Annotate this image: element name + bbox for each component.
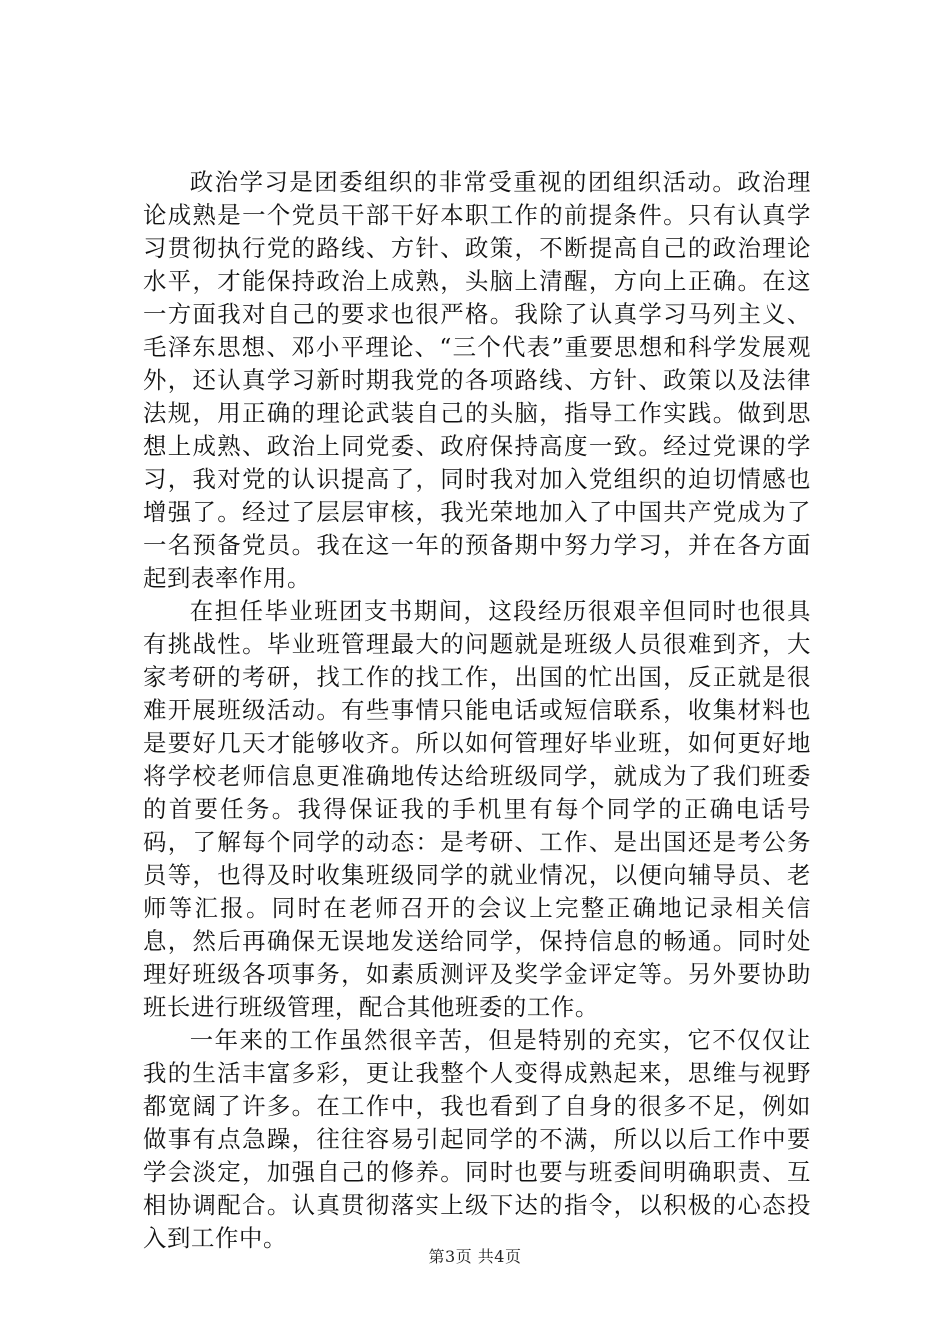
paragraph-political-study: 政治学习是团委组织的非常受重视的团组织活动。政治理论成熟是一个党员干部干好本职工作的前提条件。只有认真学习贯彻执行党的路线、方针、政策，不断提高自己的政治理论水平，才能保持政治上成熟，头脑上清醒，方向上正确。在这一方面我对自己的要求也很严格。我除了认真学习马列主义、毛泽东思想、邓小平理论、“三个代表”重要思想和科学发展观外，还认真学习新时期我党的各项路线、方针、政策以及法律法规，用正确的理论武装自己的头脑，指导工作实践。做到思想上成熟、政治上同党委、政府保持高度一致。经过党课的学习，我对党的认识提高了，同时我对加入党组织的迫切情感也增强了。经过了层层审核，我光荣地加入了中国共产党成为了一名预备党员。我在这一年的预备期中努力学习，并在各方面起到表率作用。 [143, 168, 811, 592]
document-body [143, 166, 811, 1255]
page-number-footer: 第3页 共4页 [428, 1247, 522, 1266]
paragraph-year-summary: 一年来的工作虽然很辛苦，但是特别的充实，它不仅仅让我的生活丰富多彩，更让我整个人变得成熟起来，思维与视野都宽阔了许多。在工作中，我也看到了自身的很多不足，例如做事有点急躁，往往容易引起同学的不满，所以以后工作中要学会淡定，加强自己的修养。同时也要与班委间明确职责、互相协调配合。认真贯彻落实上级下达的指令，以积极的心态投入到工作中。 [143, 1026, 811, 1252]
paragraph-graduating-class: 在担任毕业班团支书期间，这段经历很艰辛但同时也很具有挑战性。毕业班管理最大的问题就是班级人员很难到齐，大家考研的考研，找工作的找工作，出国的忙出国，反正就是很难开展班级活动。有些事情只能电话或短信联系，收集材料也是要好几天才能够收齐。所以如何管理好毕业班，如何更好地将学校老师信息更准确地传达给班级同学，就成为了我们班委的首要任务。我得保证我的手机里有每个同学的正确电话号码，了解每个同学的动态：是考研、工作、是出国还是考公务员等，也得及时收集班级同学的就业情况，以便向辅导员、老师等汇报。同时在老师召开的会议上完整正确地记录相关信息，然后再确保无误地发送给同学，保持信息的畅通。同时处理好班级各项事务，如素质测评及奖学金评定等。另外要协助班长进行班级管理，配合其他班委的工作。 [143, 597, 811, 1021]
